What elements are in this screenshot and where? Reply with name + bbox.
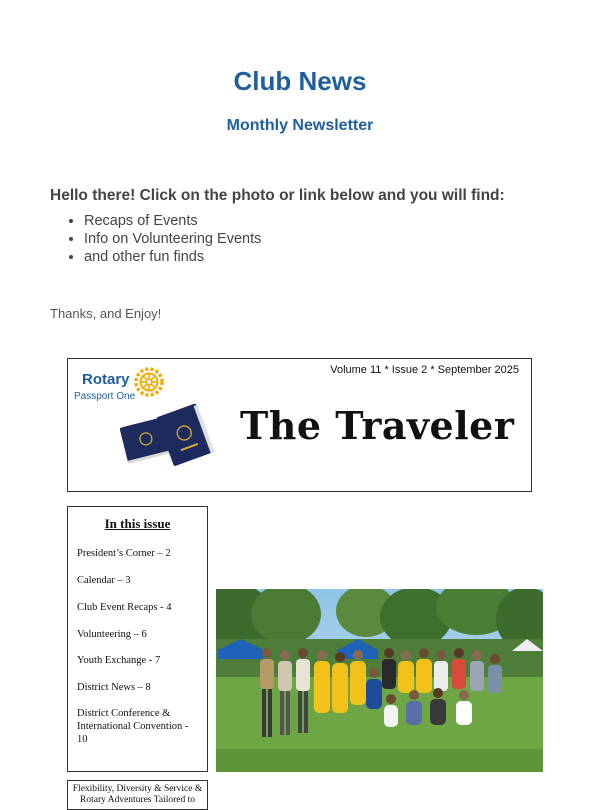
table-of-contents	[67, 506, 208, 772]
intro-text: Hello there! Click on the photo or link below and you will find:	[50, 187, 505, 204]
closing-text: Thanks, and Enjoy!	[50, 306, 162, 321]
toc-item: Club Event Recaps - 4	[77, 602, 172, 613]
newsletter-title: Club News	[233, 66, 367, 96]
newsletter-masthead-title: The Traveler	[240, 403, 515, 448]
list-item: • and other fun finds	[84, 248, 261, 266]
list-item: • Recaps of Events	[84, 212, 261, 230]
toc-heading: In this issue	[104, 516, 171, 531]
toc-item: Calendar – 3	[77, 575, 131, 586]
issue-info: Volume 11 * Issue 2 * September 2025	[330, 364, 519, 376]
passport-icon	[120, 403, 220, 473]
toc-item: District News – 8	[77, 682, 151, 693]
toc-item: Volunteering – 6	[77, 629, 147, 640]
rotary-wheel-icon	[134, 367, 164, 397]
toc-item: District Conference & International Convention - 10	[77, 708, 189, 745]
toc-item: President’s Corner – 2	[77, 548, 171, 559]
list-item: • Info on Volunteering Events	[84, 230, 261, 248]
feature-box: Flexibility, Diversity & Service & Rotary Adventures Tailored to	[67, 780, 208, 810]
rotary-club-subtitle: Passport One	[74, 391, 136, 402]
newsletter-banner[interactable]	[67, 358, 532, 492]
group-photo[interactable]	[216, 589, 543, 772]
toc-item: Youth Exchange - 7	[77, 655, 161, 666]
feature-bullet-list	[50, 212, 261, 266]
newsletter-subtitle: Monthly Newsletter	[226, 117, 374, 134]
rotary-logo-text: Rotary	[82, 371, 130, 388]
